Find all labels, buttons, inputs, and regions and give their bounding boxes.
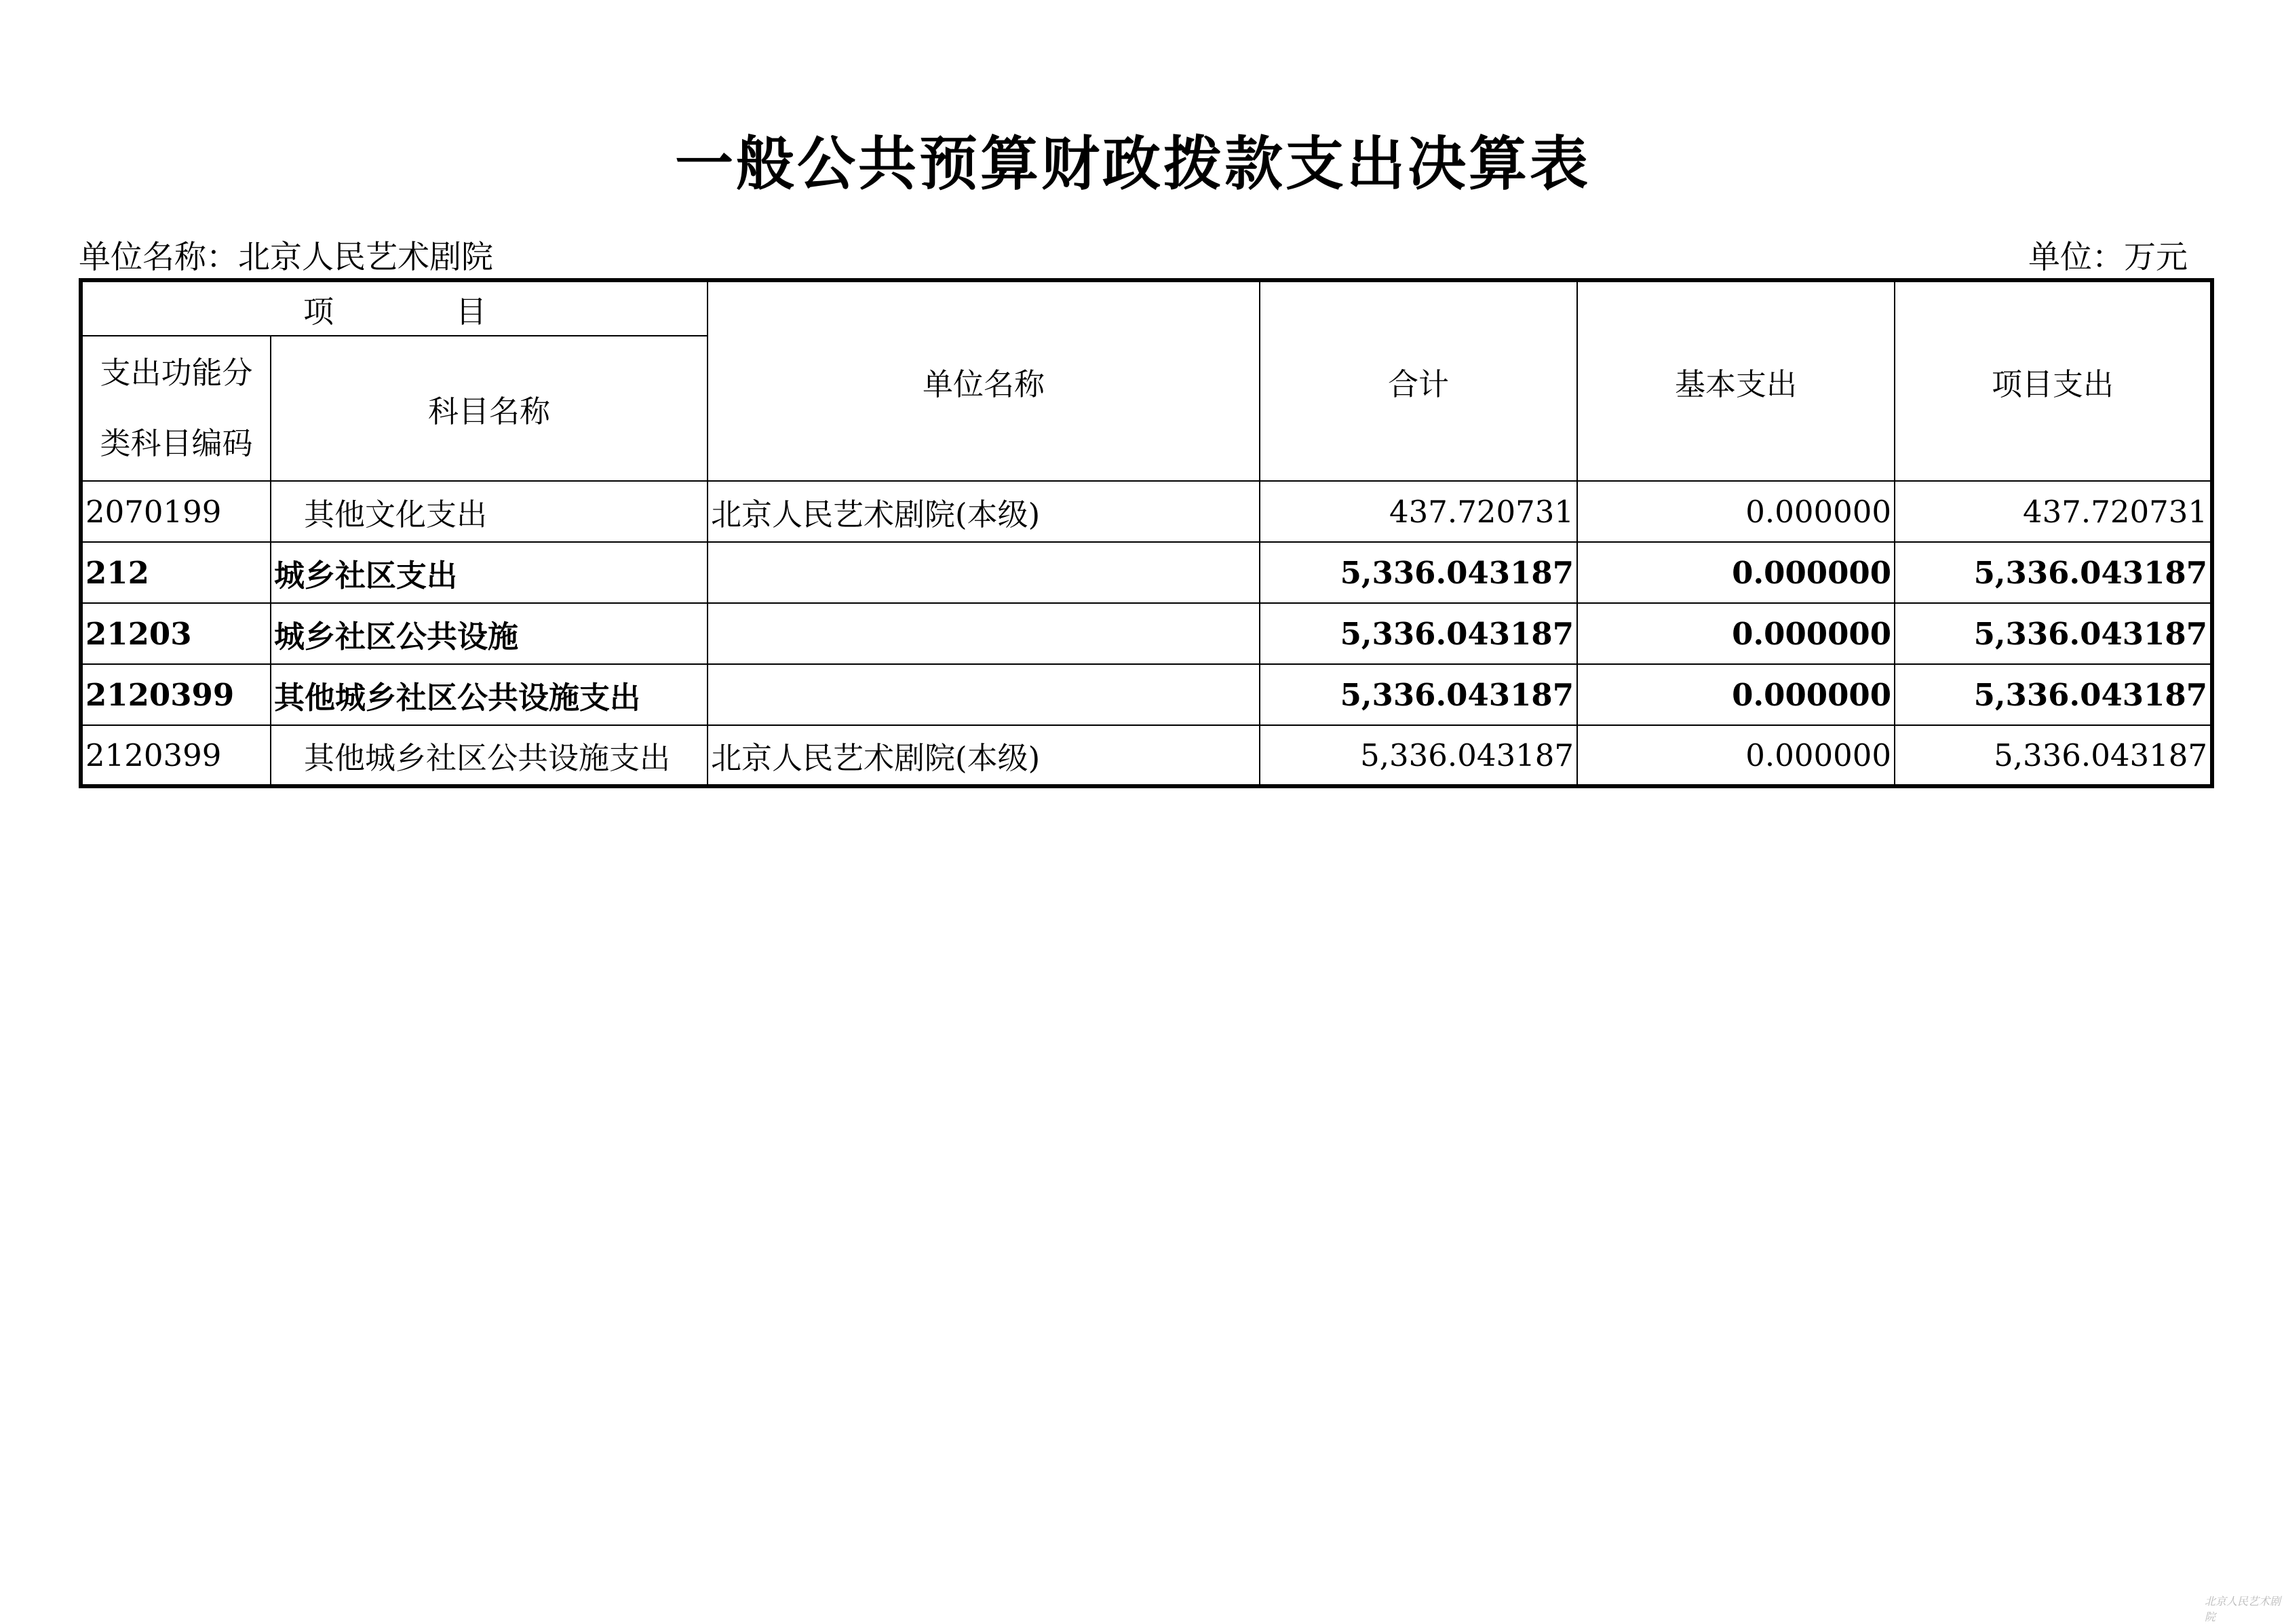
cell-org	[708, 542, 1260, 603]
cell-project: 5,336.043187	[1895, 664, 2212, 725]
cell-org: 北京人民艺术剧院(本级)	[708, 481, 1260, 542]
cell-code: 212	[81, 542, 271, 603]
header-subject: 科目名称	[271, 336, 708, 481]
cell-total: 5,336.043187	[1260, 603, 1577, 664]
cell-subject: 其他文化支出	[271, 481, 708, 542]
table-row	[81, 481, 2212, 542]
cell-project: 437.720731	[1895, 481, 2212, 542]
unit-name-label: 单位名称：北京人民艺术剧院	[79, 239, 493, 276]
cell-org: 北京人民艺术剧院(本级)	[708, 725, 1260, 786]
cell-subject: 其他城乡社区公共设施支出	[271, 664, 708, 725]
cell-org	[708, 664, 1260, 725]
cell-project: 5,336.043187	[1895, 542, 2212, 603]
header-total: 合计	[1260, 280, 1577, 481]
cell-total: 5,336.043187	[1260, 725, 1577, 786]
cell-total: 5,336.043187	[1260, 542, 1577, 603]
cell-basic: 0.000000	[1577, 664, 1895, 725]
header-org: 单位名称	[708, 280, 1260, 481]
cell-basic: 0.000000	[1577, 542, 1895, 603]
header-project: 项目支出	[1895, 280, 2212, 481]
header-basic: 基本支出	[1577, 280, 1895, 481]
cell-total: 5,336.043187	[1260, 664, 1577, 725]
page-title: 一般公共预算财政拨款支出决算表	[675, 130, 1591, 198]
table-row	[81, 664, 2212, 725]
cell-code: 2120399	[81, 664, 271, 725]
table-row	[81, 725, 2212, 786]
cell-basic: 0.000000	[1577, 481, 1895, 542]
table-row	[81, 603, 2212, 664]
cell-basic: 0.000000	[1577, 725, 1895, 786]
cell-org	[708, 603, 1260, 664]
cell-subject: 其他城乡社区公共设施支出	[271, 725, 708, 786]
watermark: 北京人民艺术剧院	[2205, 1595, 2281, 1623]
cell-subject: 城乡社区公共设施	[271, 603, 708, 664]
cell-code: 2070199	[81, 481, 271, 542]
cell-basic: 0.000000	[1577, 603, 1895, 664]
cell-total: 437.720731	[1260, 481, 1577, 542]
header-code: 支出功能分类科目编码	[81, 336, 271, 481]
cell-subject: 城乡社区支出	[271, 542, 708, 603]
cell-code: 2120399	[81, 725, 271, 786]
cell-project: 5,336.043187	[1895, 603, 2212, 664]
header-item-group: 项 目	[81, 280, 708, 336]
unit-label: 单位：万元	[2028, 239, 2188, 276]
cell-code: 21203	[81, 603, 271, 664]
table-row	[81, 542, 2212, 603]
expenditure-table	[79, 278, 2214, 788]
cell-project: 5,336.043187	[1895, 725, 2212, 786]
